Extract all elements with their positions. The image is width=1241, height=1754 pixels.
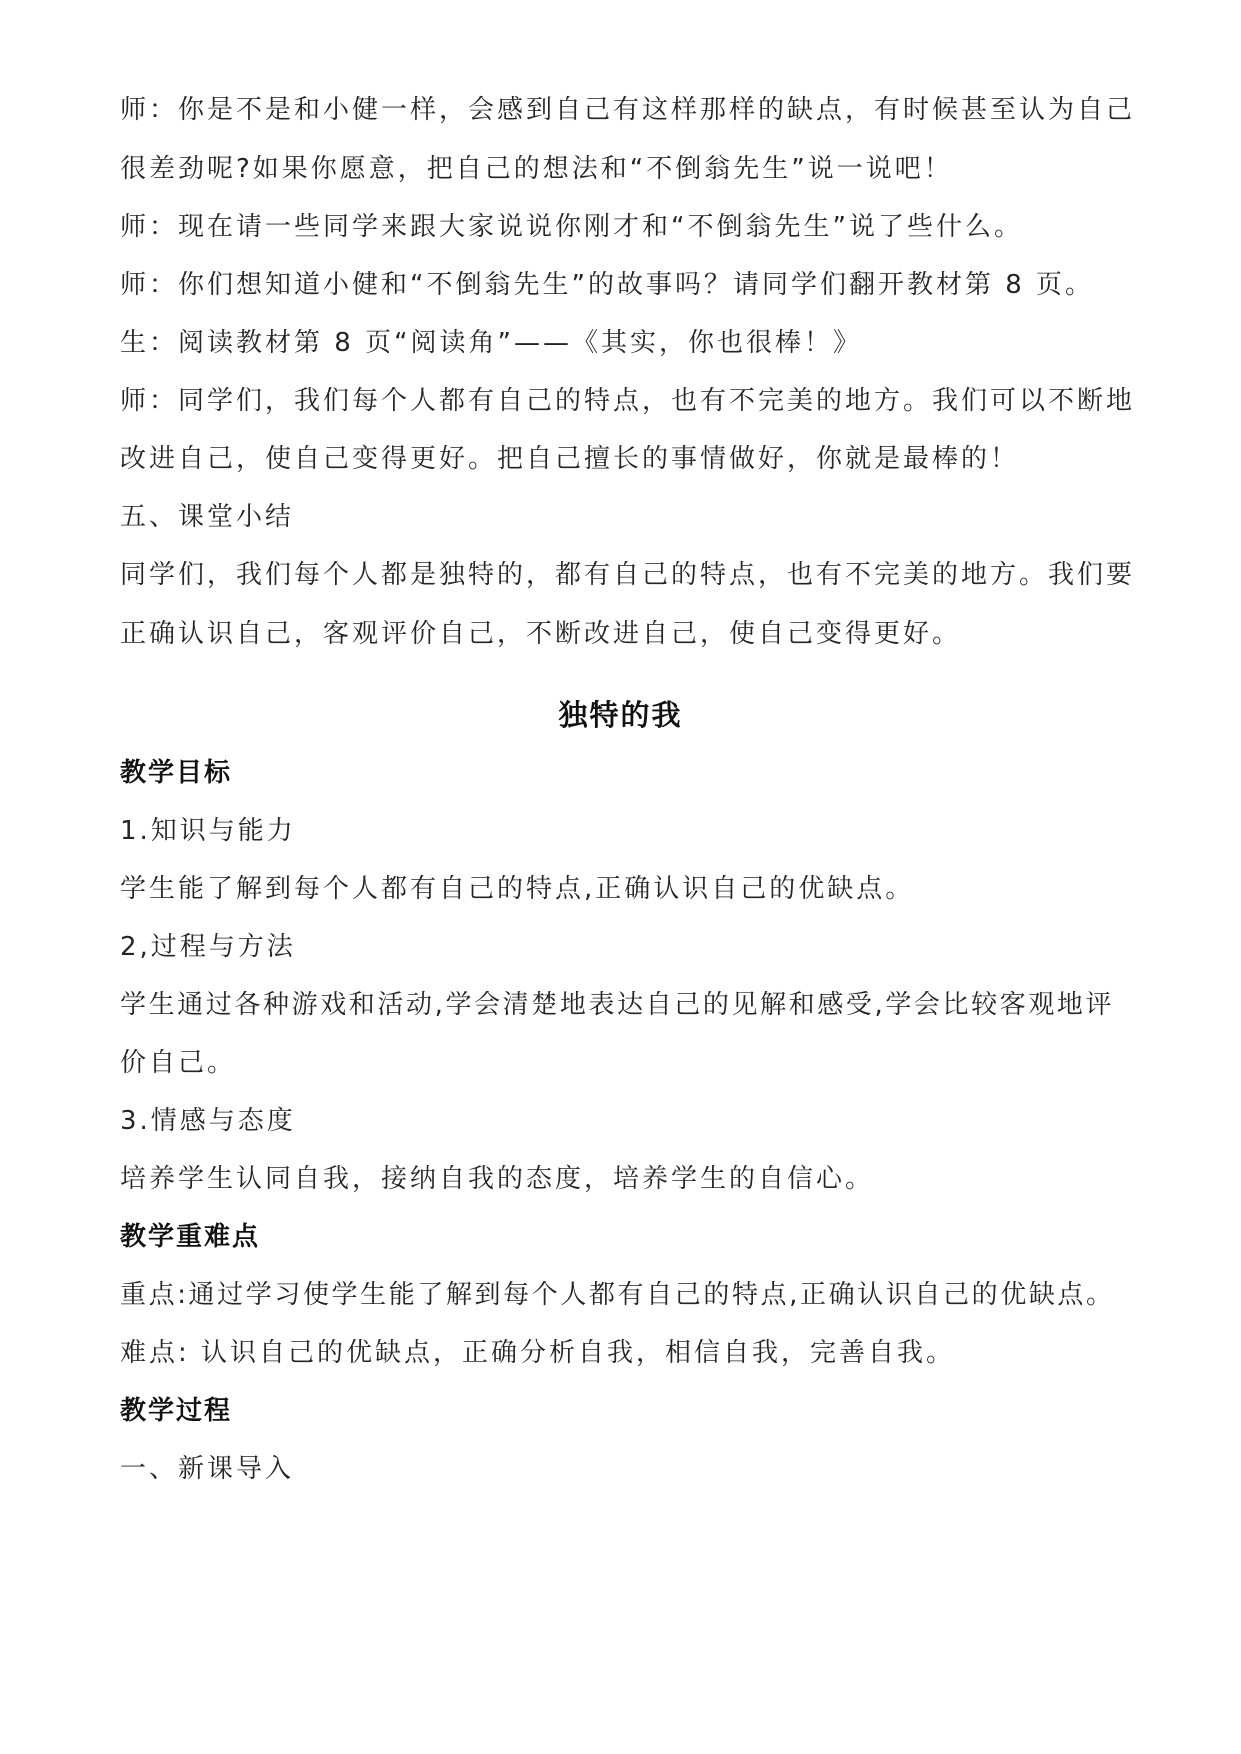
summary-line-1: 同学们，我们每个人都是独特的，都有自己的特点，也有不完美的地方。我们要	[120, 560, 1136, 590]
paragraph-teacher-share: 师：现在请一些同学来跟大家说说你刚才和“不倒翁先生”说了些什么。	[120, 212, 1023, 242]
paragraph-student-reading: 生：阅读教材第 8 页“阅读角”——《其实，你也很棒！》	[120, 328, 863, 358]
objective-2-text-line-1: 学生通过各种游戏和活动,学会清楚地表达自己的见解和感受,学会比较客观地评	[120, 990, 1115, 1020]
process-heading: 教学过程	[120, 1396, 233, 1426]
objectives-heading: 教学目标	[120, 758, 233, 788]
paragraph-teacher-question-line-1: 师：你是不是和小健一样，会感到自己有这样那样的缺点，有时候甚至认为自己	[120, 95, 1136, 125]
lesson-title: 独特的我	[558, 698, 683, 732]
process-step-1: 一、新课导入	[120, 1454, 295, 1484]
summary-line-2: 正确认识自己，客观评价自己，不断改进自己，使自己变得更好。	[120, 619, 962, 649]
objective-2-heading: 2,过程与方法	[120, 932, 296, 962]
objective-3-heading: 3.情感与态度	[120, 1106, 296, 1136]
objective-3-text: 培养学生认同自我，接纳自我的态度，培养学生的自信心。	[120, 1164, 875, 1194]
paragraph-teacher-conclusion-line-2: 改进自己，使自己变得更好。把自己擅长的事情做好，你就是最棒的！	[120, 444, 1020, 474]
objective-1-heading: 1.知识与能力	[120, 816, 296, 846]
key-points-heading: 教学重难点	[120, 1222, 261, 1252]
difficult-point-text: 难点: 认识自己的优缺点，正确分析自我，相信自我，完善自我。	[120, 1338, 956, 1368]
paragraph-teacher-question-line-2: 很差劲呢?如果你愿意，把自己的想法和“不倒翁先生”说一说吧！	[120, 154, 953, 184]
key-point-text: 重点:通过学习使学生能了解到每个人都有自己的特点,正确认识自己的优缺点。	[120, 1280, 1115, 1310]
paragraph-teacher-story: 师：你们想知道小健和“不倒翁先生”的故事吗？请同学们翻开教材第 8 页。	[120, 270, 1095, 300]
objective-1-text: 学生能了解到每个人都有自己的特点,正确认识自己的优缺点。	[120, 874, 915, 904]
paragraph-teacher-conclusion-line-1: 师：同学们，我们每个人都有自己的特点，也有不完美的地方。我们可以不断地	[120, 386, 1136, 416]
objective-2-text-line-2: 价自己。	[120, 1048, 237, 1078]
section-heading-summary: 五、课堂小结	[120, 502, 295, 532]
